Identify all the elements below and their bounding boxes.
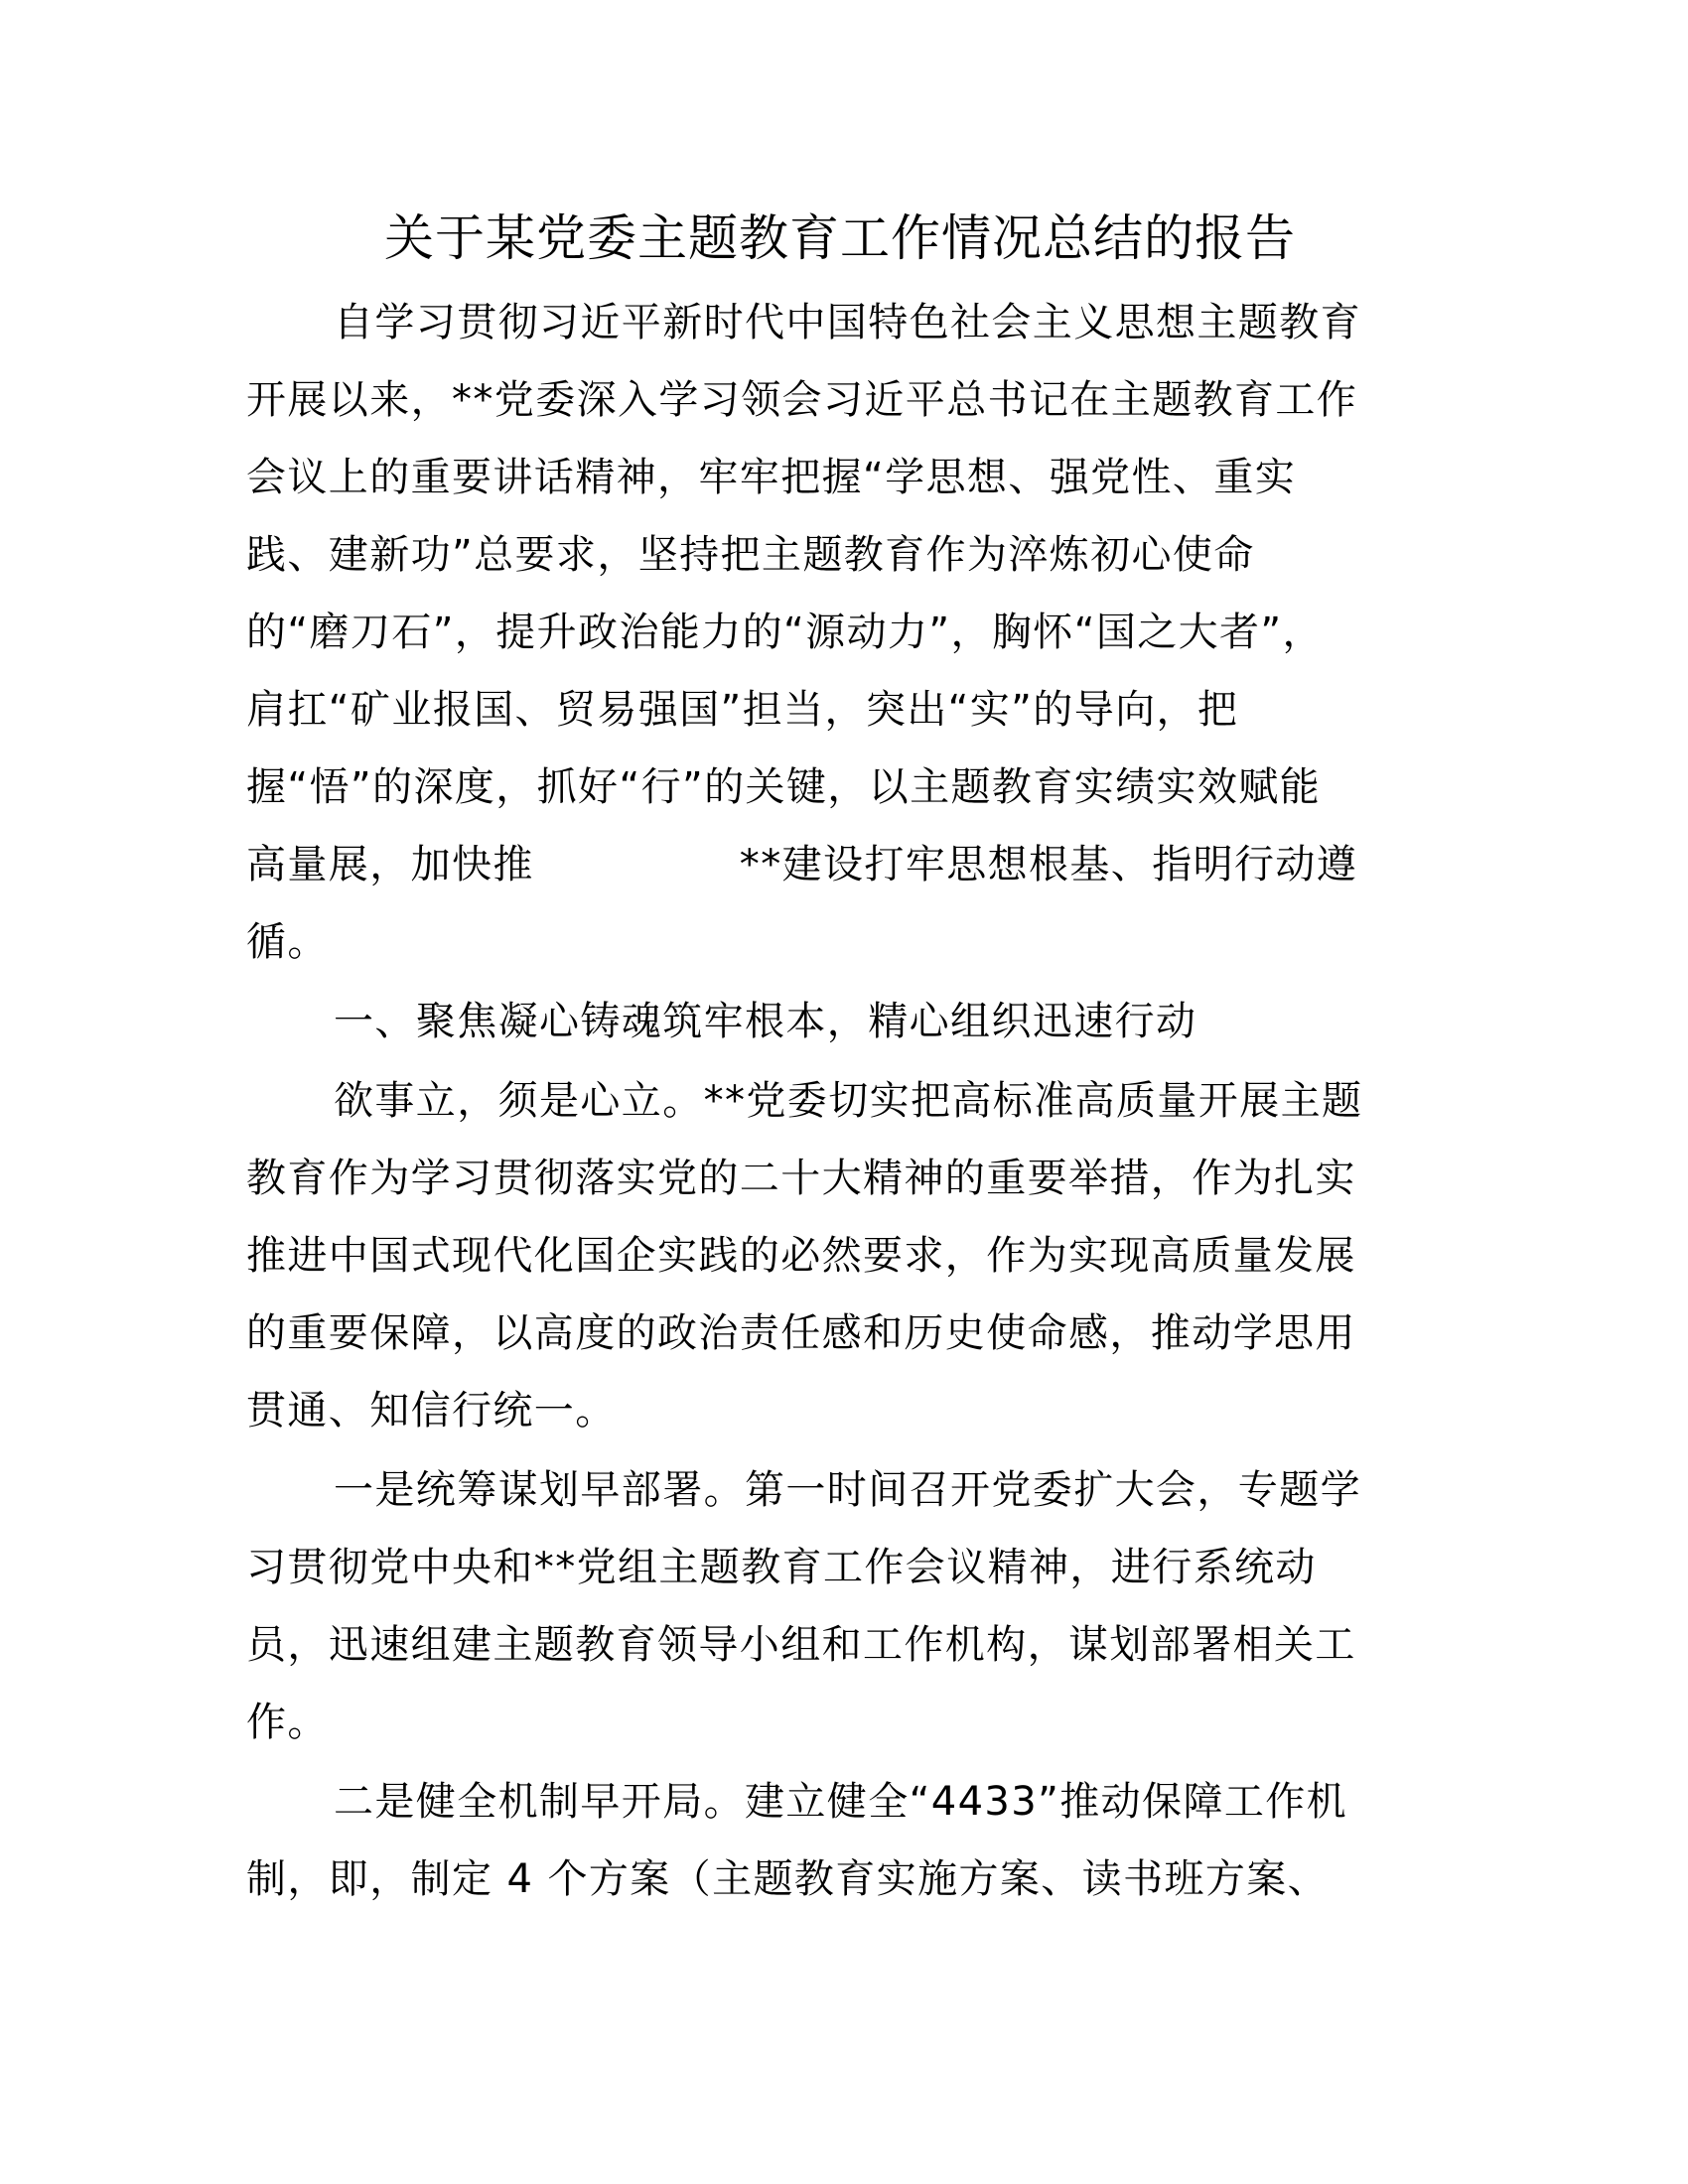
text-line: 会议上的重要讲话精神，牢牢把握“学思想、强党性、重实 xyxy=(246,455,1297,500)
text-line: 的“磨刀石”，提升政治能力的“源动力”，胸怀“国之大者”， xyxy=(246,610,1324,655)
heading-line: 一、聚焦凝心铸魂筑牢根本，精心组织迅速行动 xyxy=(334,999,1197,1044)
point-2-paragraph xyxy=(246,1763,1434,1918)
section-1-paragraph xyxy=(246,1062,1434,1449)
document-title: 关于某党委主题教育工作情况总结的报告 xyxy=(384,209,1296,267)
text-line: 循。 xyxy=(246,919,329,965)
document-page xyxy=(246,199,1434,1918)
text-line: 开展以来，**党委深入学习领会习近平总书记在主题教育工作 xyxy=(246,377,1358,423)
section-heading-1 xyxy=(246,983,1434,1060)
text-line: 高量展，加快推 **建设打牢思想根基、指明行动遵 xyxy=(246,842,1358,887)
text-line: 肩扛“矿业报国、贸易强国”担当，突出“实”的导向，把 xyxy=(246,687,1239,733)
text-line: 制，即，制定 4 个方案（主题教育实施方案、读书班方案、 xyxy=(246,1856,1330,1902)
text-line: 欲事立，须是心立。**党委切实把高标准高质量开展主题 xyxy=(334,1078,1363,1124)
text-line: 一是统筹谋划早部署。第一时间召开党委扩大会，专题学 xyxy=(334,1467,1361,1513)
text-line: 握“悟”的深度，抓好“行”的关键，以主题教育实绩实效赋能 xyxy=(246,764,1322,810)
point-1-paragraph xyxy=(246,1451,1434,1761)
intro-paragraph xyxy=(246,284,1434,981)
text-line: 教育作为学习贯彻落实党的二十大精神的重要举措，作为扎实 xyxy=(246,1156,1356,1201)
text-line: 践、建新功”总要求，坚持把主题教育作为淬炼初心使命 xyxy=(246,532,1255,578)
text-line: 推进中国式现代化国企实践的必然要求，作为实现高质量发展 xyxy=(246,1233,1356,1279)
text-line: 自学习贯彻习近平新时代中国特色社会主义思想主题教育 xyxy=(334,300,1361,345)
text-line: 作。 xyxy=(246,1700,329,1745)
text-line: 贯通、知信行统一。 xyxy=(246,1388,617,1433)
text-line: 习贯彻党中央和**党组主题教育工作会议精神，进行系统动 xyxy=(246,1545,1317,1590)
text-line: 员，迅速组建主题教育领导小组和工作机构，谋划部署相关工 xyxy=(246,1622,1356,1668)
text-line: 的重要保障，以高度的政治责任感和历史使命感，推动学思用 xyxy=(246,1310,1356,1356)
text-line: 二是健全机制早开局。建立健全“4433”推动保障工作机 xyxy=(334,1779,1348,1825)
